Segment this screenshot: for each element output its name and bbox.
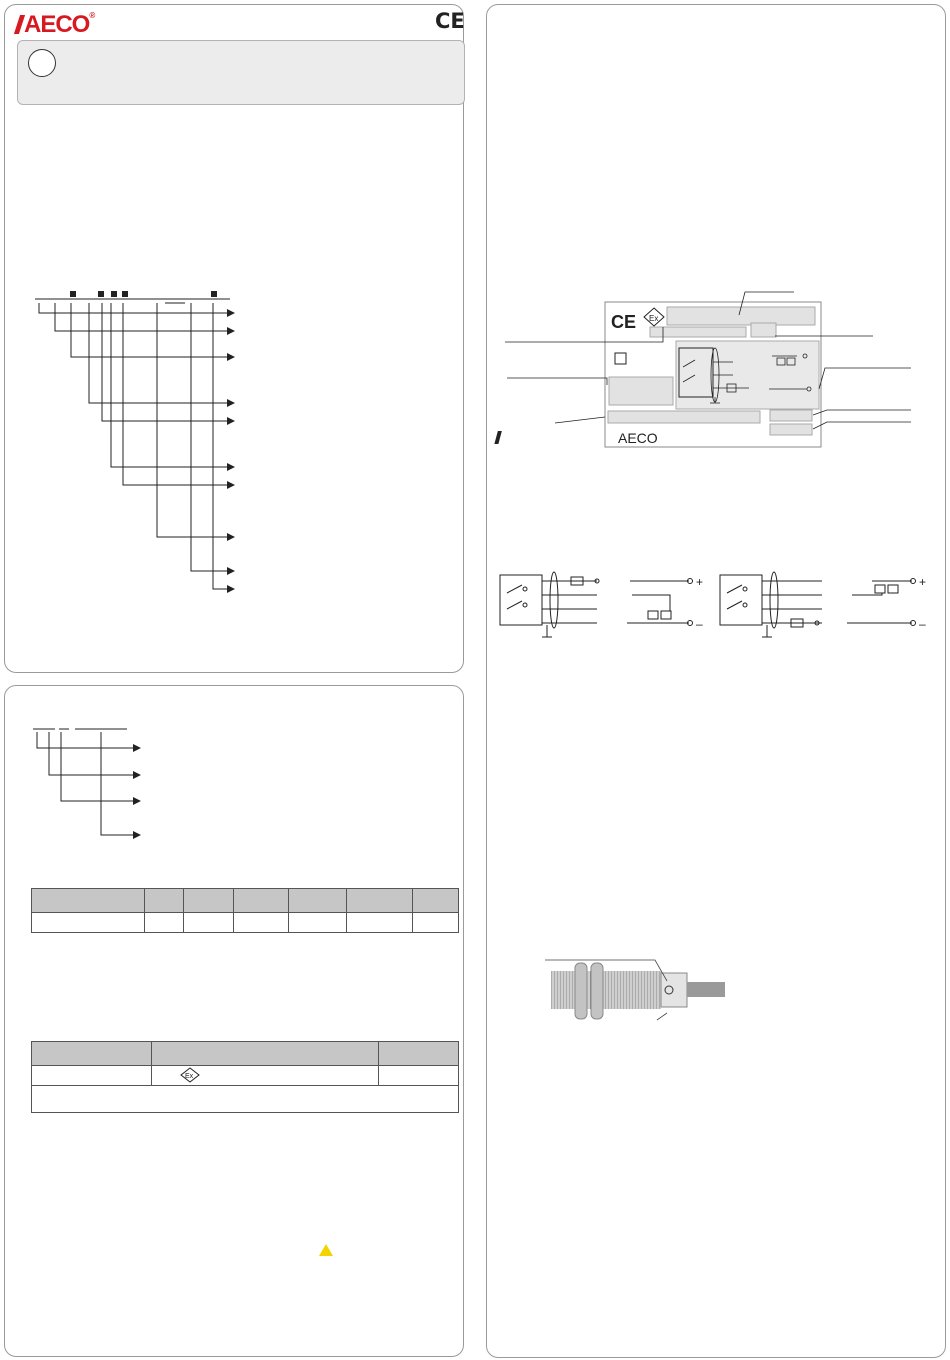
table1-header-5 bbox=[347, 889, 413, 913]
nameplate-aeco-text: AECO bbox=[618, 430, 658, 446]
warning-triangle-icon bbox=[319, 1244, 333, 1256]
table1-header-1 bbox=[145, 889, 184, 913]
table-row bbox=[32, 913, 459, 933]
right-panel bbox=[486, 4, 946, 1358]
ex-mark-icon bbox=[180, 1067, 200, 1083]
specs-table-1 bbox=[31, 888, 459, 933]
table2-header-2 bbox=[379, 1042, 459, 1066]
table1-cell-5 bbox=[347, 913, 413, 933]
table1-header-4 bbox=[289, 889, 347, 913]
table1-cell-6 bbox=[413, 913, 459, 933]
table1-header-6 bbox=[413, 889, 459, 913]
svg-text:–: – bbox=[919, 617, 926, 631]
nameplate-ex-text: Ex bbox=[649, 314, 659, 323]
nameplate-ce-text: CE bbox=[611, 312, 637, 332]
left-top-panel bbox=[4, 4, 464, 673]
table2-header-0 bbox=[32, 1042, 152, 1066]
table1-cell-1 bbox=[145, 913, 184, 933]
proximity-sensor-image bbox=[527, 945, 747, 1035]
left-bottom-panel bbox=[4, 685, 464, 1357]
aeco-logo: AECO® bbox=[17, 11, 94, 39]
specs-table-2 bbox=[31, 1041, 459, 1113]
table2-note bbox=[32, 1086, 459, 1113]
nameplate-diagram bbox=[487, 5, 945, 465]
table2-header-1 bbox=[152, 1042, 379, 1066]
wiring-diagrams bbox=[487, 545, 945, 665]
table-row bbox=[32, 1066, 459, 1086]
type-code-diagram bbox=[5, 686, 463, 866]
table1-cell-3 bbox=[234, 913, 289, 933]
table2-cell-1 bbox=[152, 1066, 379, 1086]
svg-text:+: + bbox=[919, 575, 927, 589]
svg-text:+: + bbox=[696, 575, 704, 589]
table1-cell-0 bbox=[32, 913, 145, 933]
table1-cell-4 bbox=[289, 913, 347, 933]
table2-cell-0 bbox=[32, 1066, 152, 1086]
svg-text:–: – bbox=[696, 617, 703, 631]
svg-text:Ex: Ex bbox=[185, 1073, 194, 1080]
ce-mark-icon: CE bbox=[435, 9, 465, 33]
table-row bbox=[32, 1086, 459, 1113]
table1-header-3 bbox=[234, 889, 289, 913]
table1-header-2 bbox=[184, 889, 234, 913]
table1-header-0 bbox=[32, 889, 145, 913]
ordering-code-diagram bbox=[5, 5, 463, 672]
table2-cell-2 bbox=[379, 1066, 459, 1086]
table1-cell-2 bbox=[184, 913, 234, 933]
